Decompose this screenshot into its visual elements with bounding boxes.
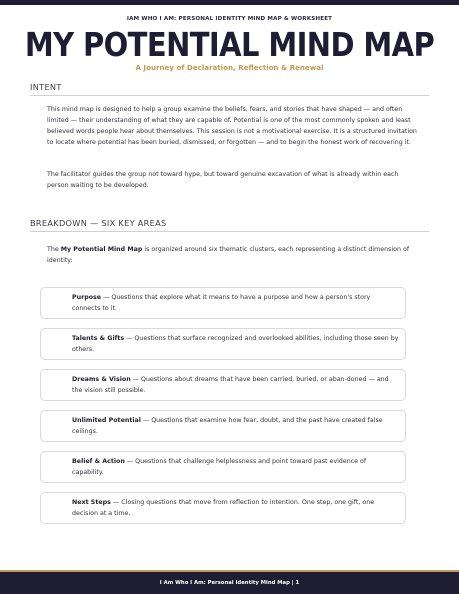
area-name: Talents & Gifts xyxy=(72,335,125,342)
area-description: — Questions that challenge helplessness and point toward past evidence of capability. xyxy=(72,458,367,477)
area-card-talents-gifts xyxy=(40,328,406,360)
page-subtitle: A Journey of Declaration, Reflection & Renewal xyxy=(135,63,324,72)
area-name: Unlimited Potential xyxy=(72,417,141,424)
top-accent-bar xyxy=(0,0,459,5)
area-description: — Questions that surface recognized and overlooked abilities, including those seen by others. xyxy=(72,335,399,354)
area-name: Belief & Action xyxy=(72,458,125,465)
area-description: — Closing questions that move from reflection to intention. One step, one gift, one decision at a time. xyxy=(72,499,375,518)
document-overline: IAM WHO I AM: PERSONAL IDENTITY MIND MAP & WORKSHEET xyxy=(126,16,333,22)
area-description: — Questions that examine how fear, doubt, and the past have created false ceilings. xyxy=(72,417,383,436)
area-name: Purpose xyxy=(72,294,102,301)
area-description: — Questions that explore what it means to have a purpose and how a person's story connects to it. xyxy=(72,294,371,313)
area-card-next-steps xyxy=(40,492,406,524)
area-card-purpose xyxy=(40,287,406,319)
intro-map-name: My Potential Mind Map xyxy=(60,246,143,253)
breakdown-section-heading: BREAKDOWN — SIX KEY AREAS xyxy=(30,218,429,232)
page-footer xyxy=(0,570,459,594)
area-description: — Questions about dreams that have been carried, buried, or aban-doned — and the vision still possible. xyxy=(72,376,389,395)
area-card-unlimited-potential xyxy=(40,410,406,442)
area-card-dreams-vision xyxy=(40,369,406,401)
breakdown-intro xyxy=(47,245,418,267)
area-name: Dreams & Vision xyxy=(72,376,131,383)
intent-paragraph-2: The facilitator guides the group not toward hype, but toward genuine excavation of what is already within each person waiting to be developed. xyxy=(47,171,399,189)
footer-text: I Am Who I Am: Personal Identity Mind Map | 1 xyxy=(159,580,300,586)
intro-prefix: The xyxy=(47,246,61,253)
area-name: Next Steps xyxy=(72,499,111,506)
page-title: MY POTENTIAL MIND MAP xyxy=(24,26,435,65)
intent-section-heading: INTENT xyxy=(30,82,429,96)
intent-paragraph-1: This mind map is designed to help a group examine the beliefs, fears, and stories that have shaped — and often limited — their understanding of what they are capable of. Potential is one of the most commonly spoken and least believed words people hear about themselves. This session is not a motivational exercise. It is a structured invitation to locate where potential has been buried, dismissed, or forgotten — and to begin the honest work of recovering it. xyxy=(47,106,417,146)
area-card-belief-action xyxy=(40,451,406,483)
intro-suffix: is organized around six thematic clusters, each representing a distinct dimension of identity: xyxy=(47,246,410,264)
